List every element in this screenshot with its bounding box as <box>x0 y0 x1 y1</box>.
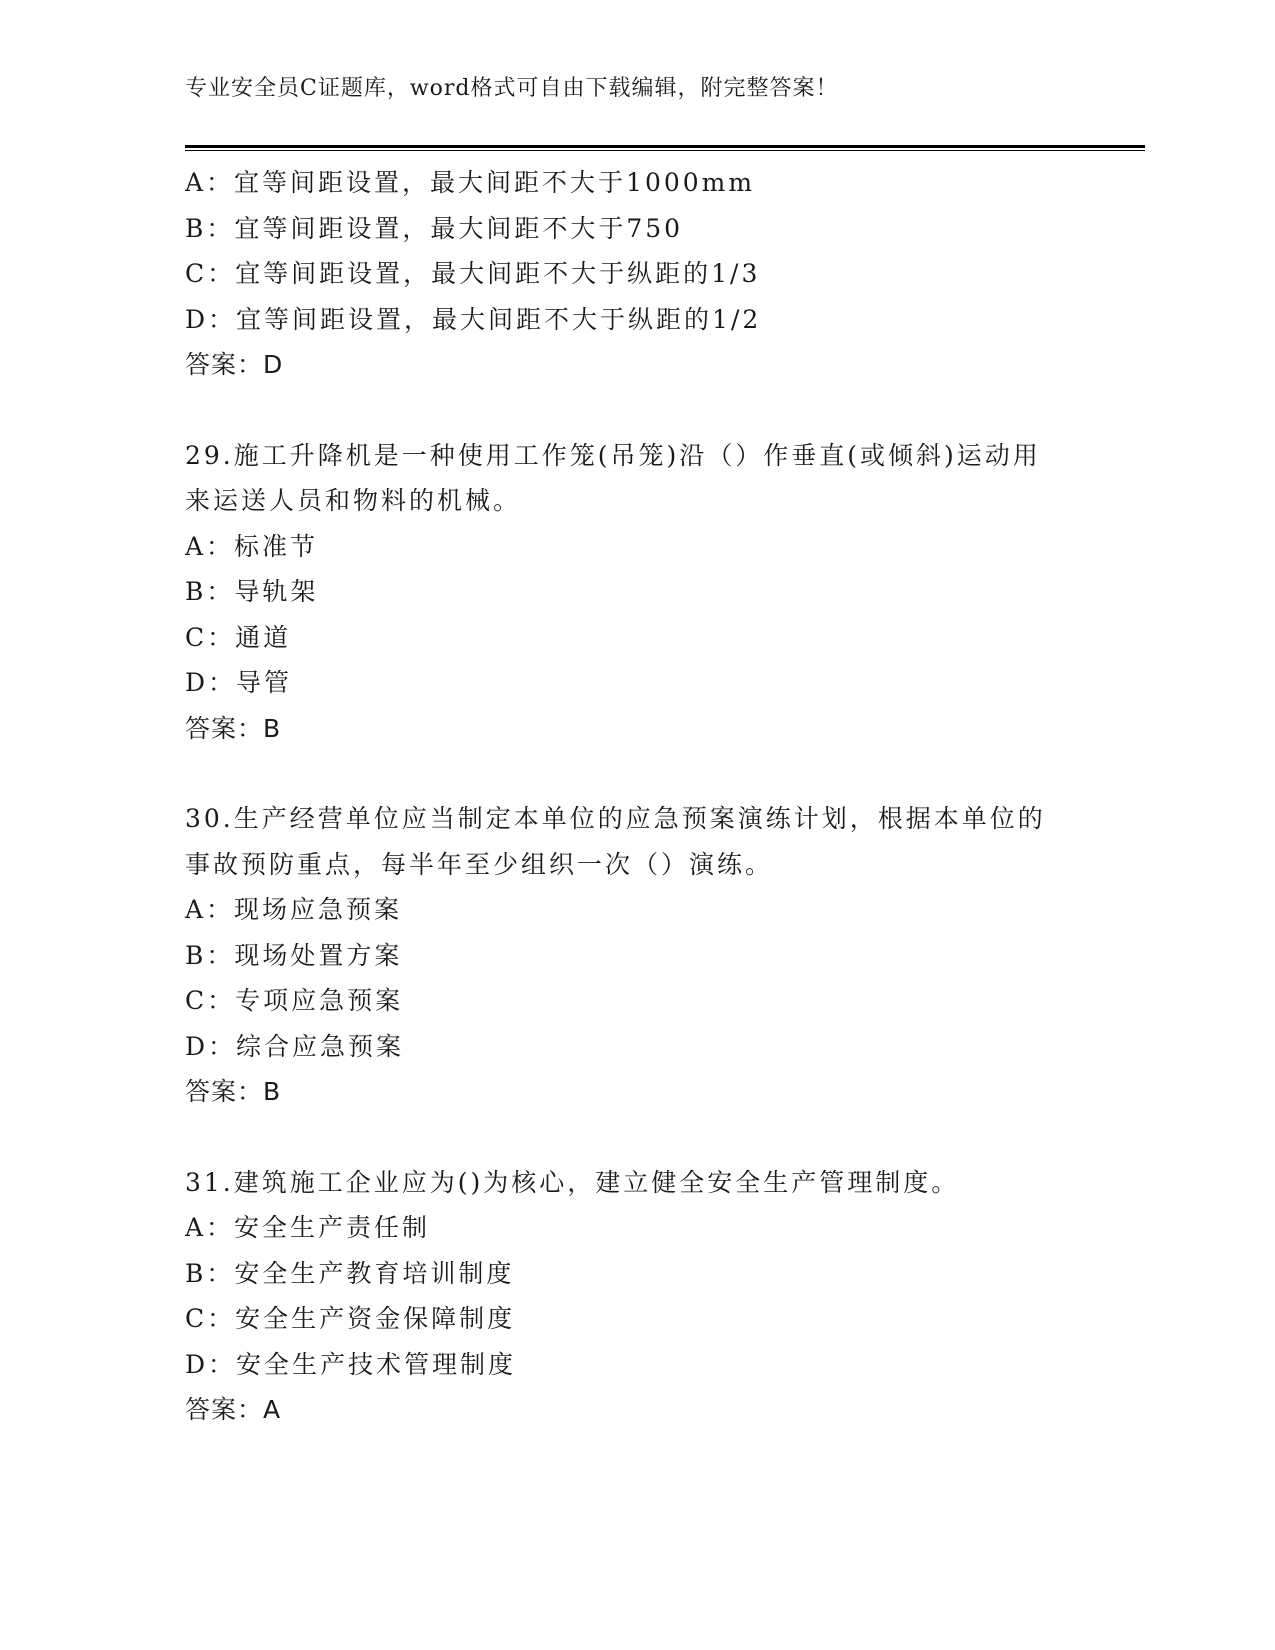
option-c: C：安全生产资金保障制度 <box>185 1304 516 1333</box>
option-b: B：导轨架 <box>185 577 319 606</box>
answer-line: 答案：B <box>185 1077 282 1106</box>
page-header: 专业安全员C证题库，word格式可自由下载编辑，附完整答案！ <box>185 76 839 101</box>
question-content <box>185 160 1085 1433</box>
answer-line: 答案：A <box>185 1395 282 1424</box>
answer-line: 答案：D <box>185 350 284 379</box>
question-continuation <box>185 160 1085 388</box>
option-c: C：宜等间距设置，最大间距不大于纵距的1/3 <box>185 259 761 288</box>
spacer <box>185 388 1085 433</box>
header-rule-thick <box>185 145 1145 148</box>
option-b: B：宜等间距设置，最大间距不大于750 <box>185 213 684 243</box>
question-30 <box>185 796 1085 1115</box>
option-a: A：标准节 <box>185 531 319 561</box>
option-d: D：导管 <box>185 668 293 697</box>
option-b: B：现场处置方案 <box>185 940 403 970</box>
question-stem: 30.生产经营单位应当制定本单位的应急预案演练计划，根据本单位的 <box>185 804 1046 833</box>
spacer <box>185 1115 1085 1160</box>
question-stem: 29.施工升降机是一种使用工作笼(吊笼)沿（）作垂直(或倾斜)运动用 <box>185 440 1041 470</box>
option-d: D：综合应急预案 <box>185 1031 405 1061</box>
option-c: C：通道 <box>185 622 292 652</box>
question-29 <box>185 433 1085 752</box>
question-stem: 来运送人员和物料的机械。 <box>185 486 522 515</box>
answer-line: 答案：B <box>185 713 282 743</box>
spacer <box>185 751 1085 796</box>
option-a: A：安全生产责任制 <box>185 1213 431 1242</box>
question-stem: 事故预防重点，每半年至少组织一次（）演练。 <box>185 849 774 879</box>
option-b: B：安全生产教育培训制度 <box>185 1258 515 1288</box>
option-d: D：宜等间距设置，最大间距不大于纵距的1/2 <box>185 304 762 334</box>
option-a: A：现场应急预案 <box>185 895 403 924</box>
option-d: D：安全生产技术管理制度 <box>185 1349 517 1379</box>
option-c: C：专项应急预案 <box>185 986 404 1015</box>
option-a: A：宜等间距设置，最大间距不大于1000mm <box>185 168 756 197</box>
question-31 <box>185 1160 1085 1433</box>
question-stem: 31.建筑施工企业应为()为核心，建立健全安全生产管理制度。 <box>185 1167 960 1197</box>
header-rule-thin <box>185 150 1145 151</box>
